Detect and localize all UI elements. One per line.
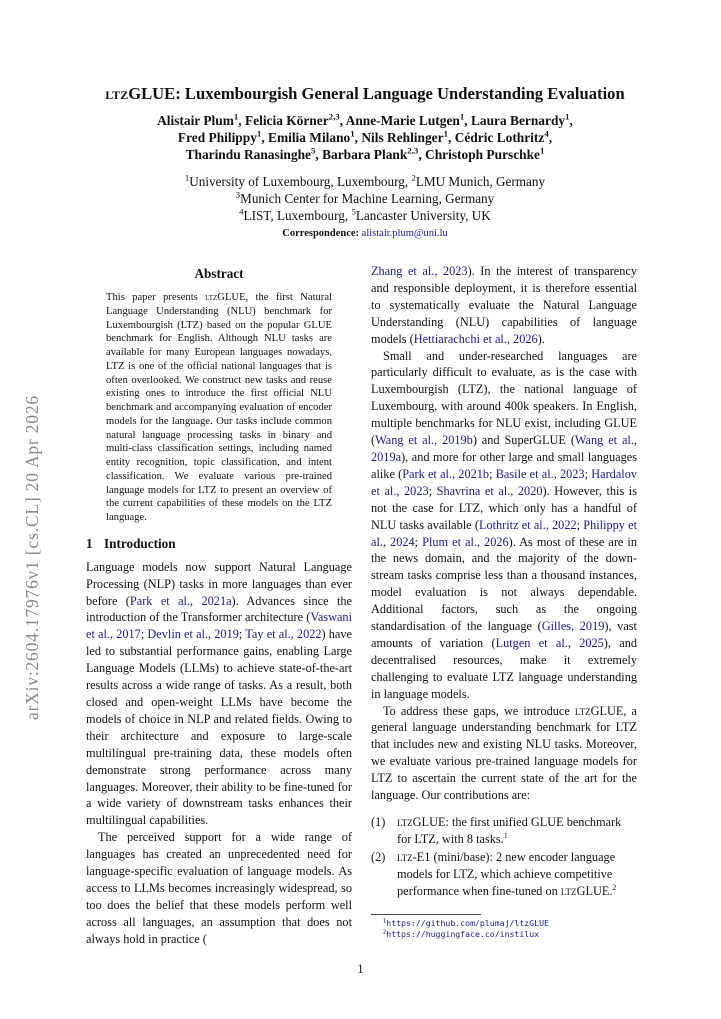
author-name: Tharindu Ranasinghe [185,147,311,162]
citation-link[interactable]: Lutgen et al., 2025 [495,635,604,650]
author-affiliation-mark: 4 [544,128,549,139]
contributions-list [371,814,637,900]
affiliation-line: $^4$LIST, Luxembourg, $^5$Lancaster University, UK [239,206,491,223]
citation-link[interactable]: Hardalov et al., 2023 [371,466,637,498]
list-item: (2) ltz-E1 (mini/base): 2 new encoder language models for LTZ, which achieve competitive performance when fine-tuned on ltzGLUE.$^2$ [371,849,617,898]
author-affiliation-mark: 1 [565,111,570,122]
affiliation-line: $^1$University of Luxembourg, Luxembourg, $^2$LMU Munich, Germany [184,172,546,189]
author-affiliation-mark: 1 [350,128,355,139]
author-line: Tharindu Ranasinghe$^5$, Barbara Plank$^{2,3}$, Christoph Purschke$^1$ [185,145,545,162]
author-affiliation-mark: 1 [443,128,448,139]
footnote: $^2$https://huggingface.co/instilux [383,929,540,940]
title-text: GLUE: Luxembourgish General Language Understanding Evaluation [128,84,625,103]
footnote-url-link[interactable]: https://github.com/plumaj/ltzGLUE [386,917,549,928]
abstract-heading: Abstract [194,266,244,281]
citation-link[interactable]: Wang et al., 2019a [371,433,637,464]
right-column [371,263,637,941]
footnote: $^1$https://github.com/plumaj/ltzGLUE [383,917,549,928]
citation-link[interactable]: Plum et al., 2026 [422,534,509,549]
citation-link[interactable]: Shavrina et al., 2020 [436,483,543,498]
author-name: Felicia Körner [244,113,329,128]
footnotes [371,914,637,941]
paper-title [80,84,650,104]
list-item: (1) ltzGLUE: the first unified GLUE benchmark for LTZ, with 8 tasks.$^1$ [371,815,622,846]
author-affiliation-mark: 1 [233,111,239,122]
author-name: Fred Philippy [177,130,257,145]
footnote-url-link[interactable]: https://huggingface.co/instilux [386,929,540,940]
affiliation-line: $^3$Munich Center for Machine Learning, Germany [235,189,495,206]
correspondence-email-link[interactable]: alistair.plum@uni.lu [361,228,448,239]
footnote-mark-link[interactable]: 2 [612,882,617,892]
intro-paragraph-1: Language models now support Natural Language Processing (NLP) tasks in more languages than ever before (Park et al., 2021a). Advances since the introduction of the Transformer architecture (Vaswani et al., 2017; Devlin et al., 2019; Tay et al., 2022) have led to substantial performance gains, enabling Large Language Models (LLMs) to achieve state-of-the-art results across a wide range of tasks. As a result, both closed and open-weight LLMs have become the models of choice in NLP and related fields. Owing to their architecture and exposure to large-scale multilingual pre-training data, these models often demonstrate strong performance across many languages. Moreover, their ability to be fine-tuned for a wide variety of downstream tasks enhances their multilingual capabilities. [86,559,352,828]
author-affiliation-mark: 2,3 [407,145,419,156]
citation-link[interactable]: Vaswani et al., 2017 [86,610,352,642]
author-name: Nils Rehlinger [361,130,444,145]
author-affiliation-mark: 2,3 [328,111,340,122]
citation-link[interactable]: Basile et al., 2023 [495,466,585,481]
author-affiliation-mark: 1 [256,128,262,139]
correspondence-label: Correspondence: [282,228,360,239]
citation-link[interactable]: Zhang et al., 2023 [371,264,468,278]
author-name: Barbara Plank [322,147,408,162]
author-line: Alistair Plum$^1$, Felicia Körner$^{2,3}$, Anne-Marie Lutgen$^1$, Laura Bernardy$^1$, [157,111,573,128]
author-name: Christoph Purschke [425,147,540,162]
author-line: Fred Philippy$^1$, Emilia Milano$^1$, Nils Rehlinger$^1$, Cédric Lothritz$^4$, [177,128,553,145]
citation-link[interactable]: Tay et al., 2022 [245,627,322,642]
citation-link[interactable]: Lothritz et al., 2022 [478,517,577,532]
author-affiliation-mark: 1 [459,111,465,122]
abstract-text: This paper presents ltzGLUE, the first Natural Language Understanding (NLU) benchmark for Luxembourgish (LTZ) based on the popular GLUE benchmark for English. Although NLU tasks are available for many European languages nowadays, LTZ is one of the official national languages that is often overlooked. We construct new tasks and reuse existing ones to introduce the first official NLU benchmark and accompanying evaluation of encoder models for the language. Our tasks include common natural language processing tasks in binary and multi-class classification settings, including named entity recognition, topic classification, and intent classification. We evaluate various pre-trained language models for LTZ to present an overview of the current capabilities of these models on the LTZ language. [106,292,332,523]
left-column [86,263,352,948]
author-name: Cédric Lothritz [454,130,545,145]
citation-link[interactable]: Devlin et al., 2019 [147,627,239,642]
citation-link[interactable]: Park et al., 2021a [129,593,232,608]
arxiv-identifier-stamp: arXiv:2604.17976v1 [cs.CL] 20 Apr 2026 [22,395,42,720]
author-name: Anne-Marie Lutgen [345,113,460,128]
intro-paragraph-3: Small and under-researched languages are particularly difficult to evaluate, as is the case with Luxembourgish (LTZ), the national language of Luxembourg, with around 400k speakers. In English, multiple benchmarks for NLU exist, including GLUE (Wang et al., 2019b) and SuperGLUE (Wang et al., 2019a), and more for other large and small languages alike (Park et al., 2021b; Basile et al., 2023; Hardalov et al., 2023; Shavrina et al., 2020). However, this is not the case for LTZ, which only has a handful of NLU tasks available (Lothritz et al., 2022; Philippy et al., 2024; Plum et al., 2026). As most of these are in the news domain, and the majority of the down-stream tasks comprise less than a thousand instances, model evaluation is not always dependable. Additional factors, such as the ongoing standardisation of the language (Gilles, 2019), vast amounts of variation (Lutgen et al., 2025), and decentralised resources, make it extremely challenging to evaluate LTZ language understanding in language models. [371,348,638,701]
intro-paragraph-2-end: Zhang et al., 2023). In the interest of transparency and responsible deployment, it is therefore essential to systematically evaluate the Natural Language Understanding (NLU) capabilities of language models (Hettiarachchi et al., 2026). [371,264,637,346]
section-heading-introduction: 1 Introduction [86,535,176,551]
correspondence [80,226,650,241]
author-list [80,112,650,163]
page-number: 1 [357,962,364,976]
citation-link[interactable]: Philippy et al., 2024 [371,517,638,549]
citation-link[interactable]: Hettiarachchi et al., 2026 [413,331,538,346]
citation-link[interactable]: Gilles, 2019 [541,619,605,634]
affiliations [80,173,650,241]
citation-link[interactable]: Park et al., 2021b [402,466,490,481]
title-smallcaps: ltz [105,84,129,103]
footnote-mark-link[interactable]: 1 [503,830,508,840]
author-name: Alistair Plum [157,113,234,128]
author-name: Emilia Milano [268,130,351,145]
paper-header [80,84,650,241]
author-affiliation-mark: 5 [310,145,316,156]
author-name: Laura Bernardy [470,113,566,128]
citation-link[interactable]: Wang et al., 2019b [375,433,473,448]
intro-paragraph-4: To address these gaps, we introduce ltzGLUE, a general language understanding benchmark for LTZ that includes new and existing NLU tasks. Moreover, we evaluate various pre-trained language models for LTZ to ascertain the current state of the art for the language. Our contributions are: [371,703,637,803]
author-affiliation-mark: 1 [540,145,545,156]
intro-paragraph-2-start: The perceived support for a wide range of languages has created an unprecedented need for language-specific evaluation of language models. As access to LLMs becomes increasingly widespread, so too does the belief that these models perform well across all languages, an assumption that does not always hold in practice ( [86,830,352,946]
